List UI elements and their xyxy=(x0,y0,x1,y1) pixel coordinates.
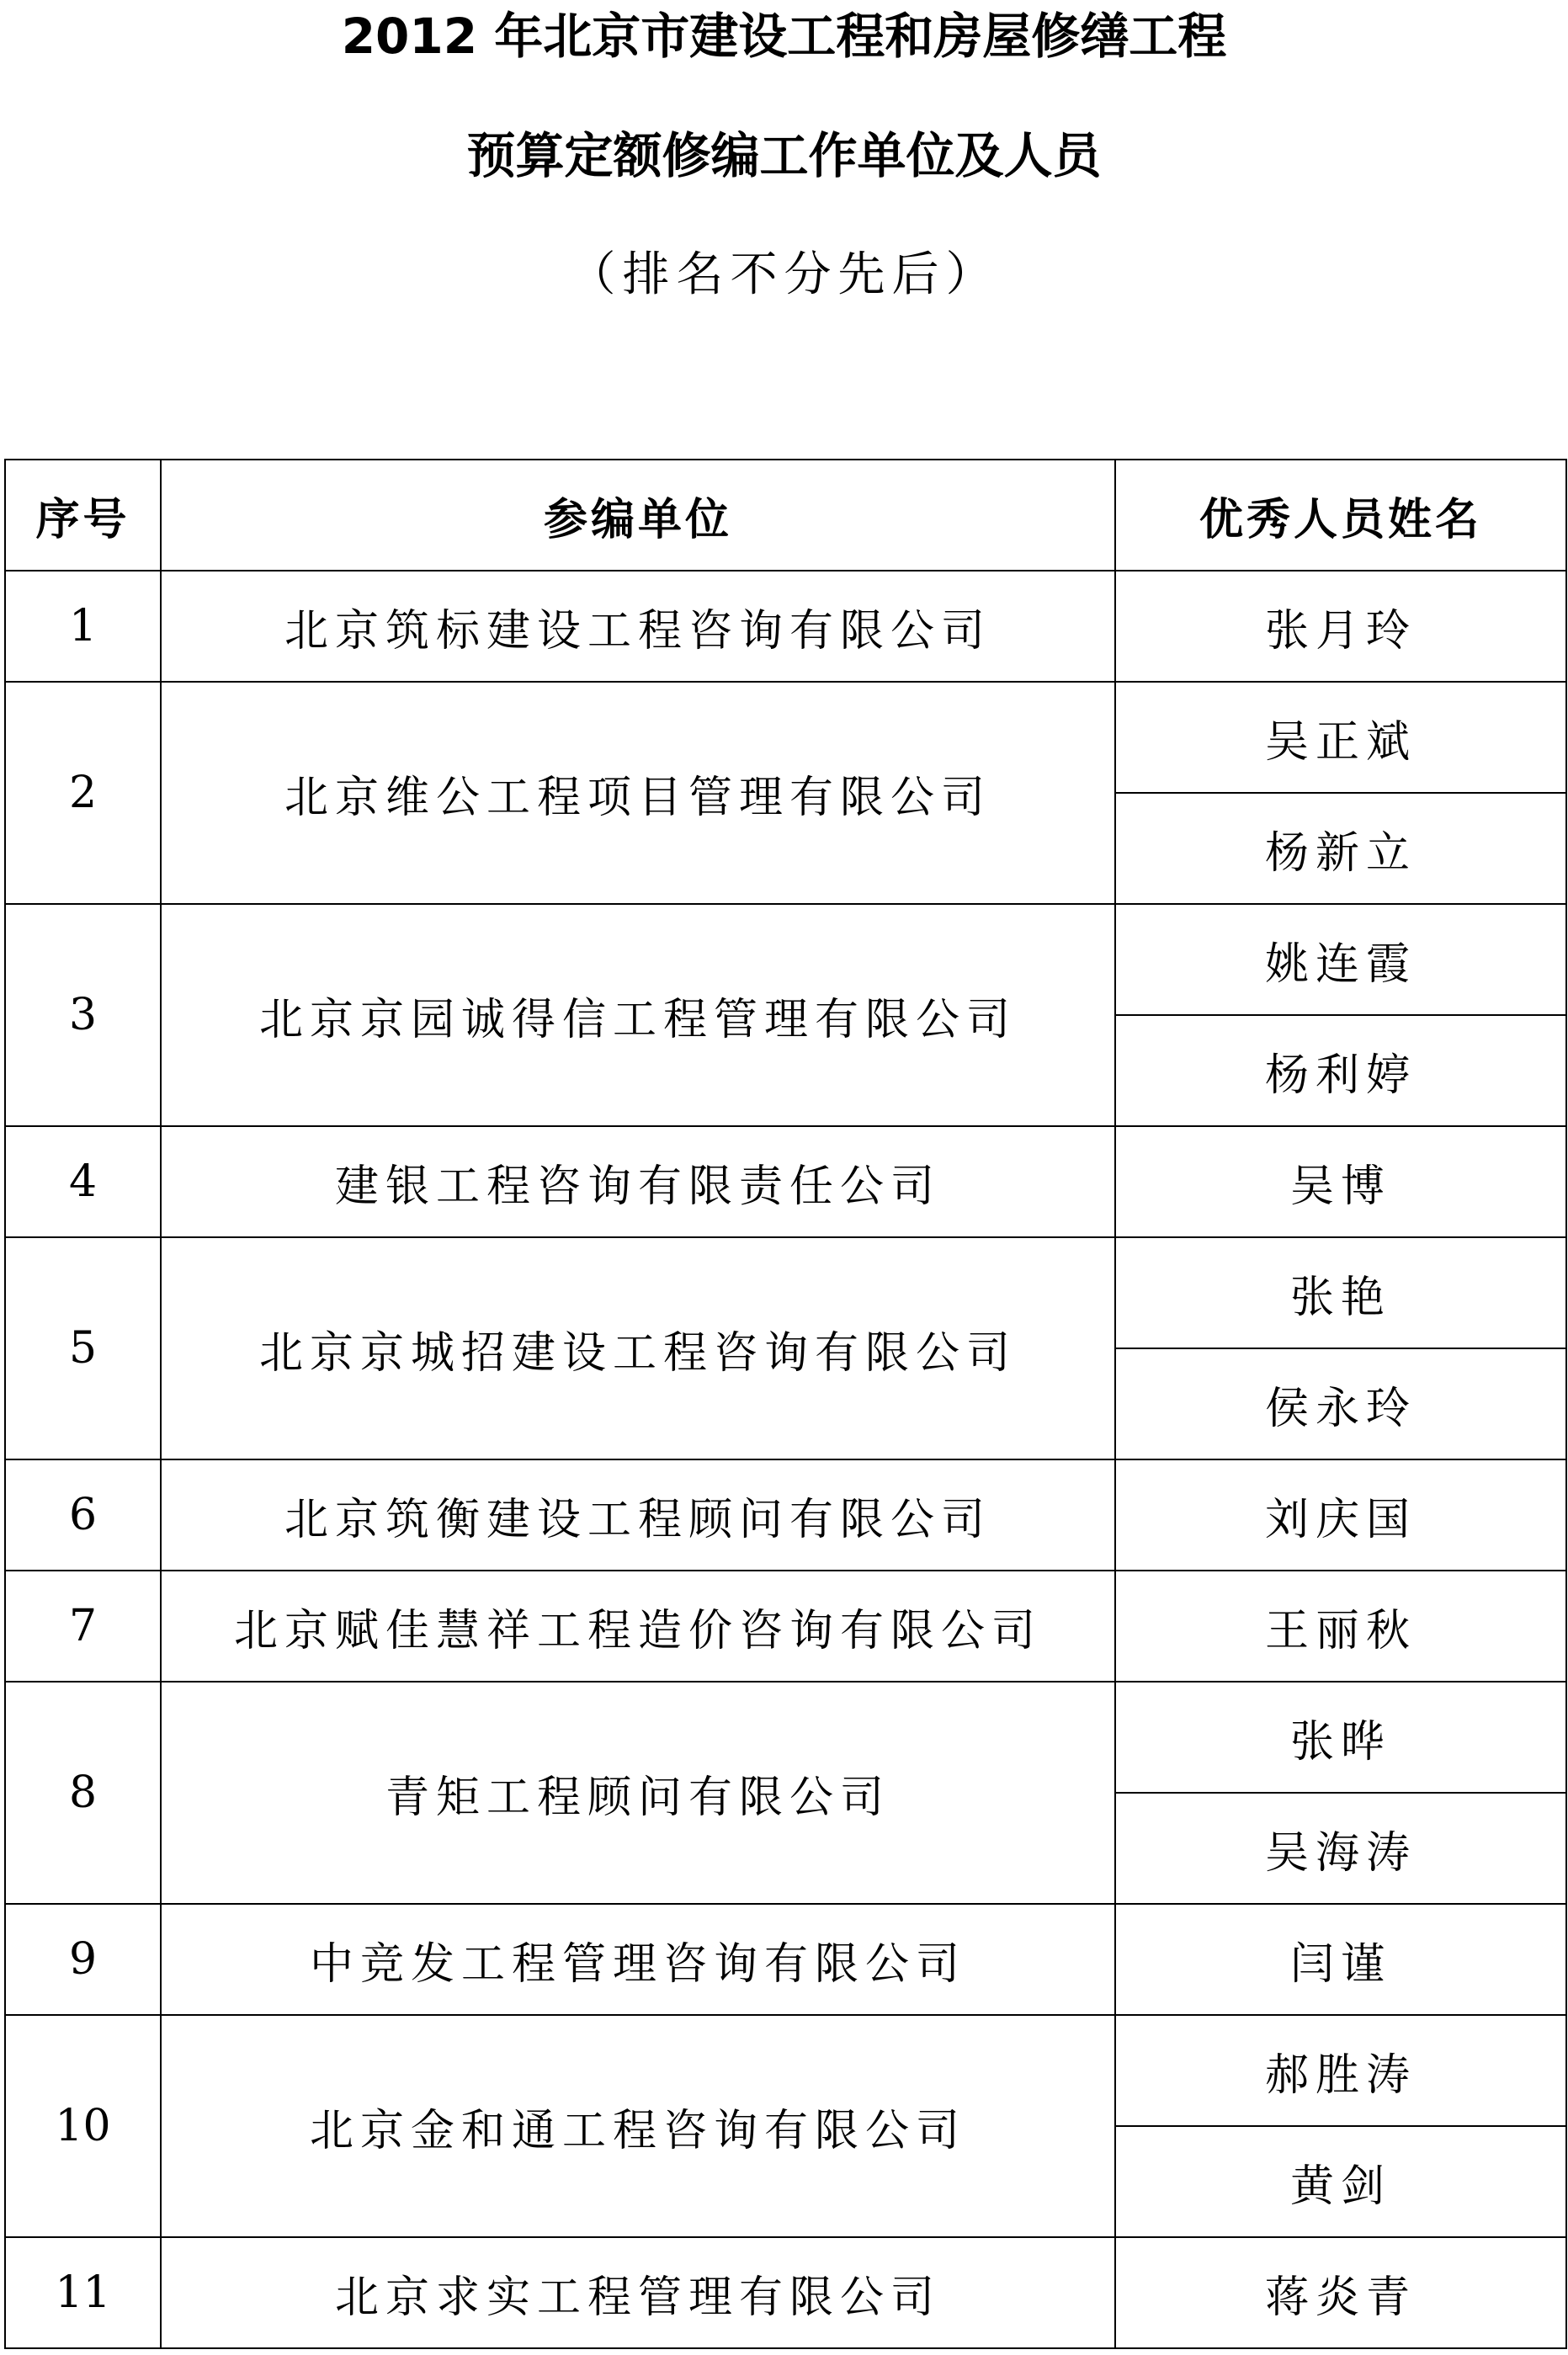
row-unit-cell: 北京筑衡建设工程顾问有限公司 xyxy=(161,1459,1115,1571)
row-index-cell: 7 xyxy=(5,1571,161,1682)
row-unit-cell: 青矩工程顾问有限公司 xyxy=(161,1682,1115,1904)
row-person-cell: 张晔 xyxy=(1115,1682,1566,1793)
roster-table-body xyxy=(5,571,1566,2348)
table-row xyxy=(5,571,1566,682)
roster-table xyxy=(4,459,1567,2349)
table-row xyxy=(5,1126,1566,1237)
row-index-cell: 4 xyxy=(5,1126,161,1237)
header-people: 优秀人员姓名 xyxy=(1115,460,1566,571)
row-person-cell: 郝胜涛 xyxy=(1115,2015,1566,2126)
table-row xyxy=(5,1682,1566,1793)
table-row xyxy=(5,904,1566,1015)
table-row xyxy=(5,2237,1566,2348)
page-title-line-2: 预算定额修编工作单位及人员 xyxy=(466,127,1102,184)
page-subtitle: （排名不分先后） xyxy=(568,247,1000,302)
row-index-cell: 9 xyxy=(5,1904,161,2015)
row-person-cell: 侯永玲 xyxy=(1115,1348,1566,1459)
page-title-line-1: 2012 年北京市建设工程和房屋修缮工程 xyxy=(341,8,1227,65)
row-person-cell: 刘庆国 xyxy=(1115,1459,1566,1571)
row-unit-cell: 北京京园诚得信工程管理有限公司 xyxy=(161,904,1115,1126)
table-row xyxy=(5,2015,1566,2126)
table-row xyxy=(5,682,1566,793)
header-unit: 参编单位 xyxy=(161,460,1115,571)
row-index-cell: 8 xyxy=(5,1682,161,1904)
row-unit-cell: 建银工程咨询有限责任公司 xyxy=(161,1126,1115,1237)
table-row xyxy=(5,1237,1566,1348)
table-row xyxy=(5,1904,1566,2015)
row-person-cell: 闫谨 xyxy=(1115,1904,1566,2015)
row-person-cell: 蒋炎青 xyxy=(1115,2237,1566,2348)
table-row xyxy=(5,1571,1566,1682)
row-person-cell: 王丽秋 xyxy=(1115,1571,1566,1682)
table-header-row xyxy=(5,460,1566,571)
row-person-cell: 吴正斌 xyxy=(1115,682,1566,793)
row-person-cell: 张月玲 xyxy=(1115,571,1566,682)
row-index-cell: 6 xyxy=(5,1459,161,1571)
row-index-cell: 1 xyxy=(5,571,161,682)
row-index-cell: 3 xyxy=(5,904,161,1126)
row-index-cell: 10 xyxy=(5,2015,161,2237)
row-unit-cell: 北京筑标建设工程咨询有限公司 xyxy=(161,571,1115,682)
row-index-cell: 5 xyxy=(5,1237,161,1459)
row-person-cell: 杨利婷 xyxy=(1115,1015,1566,1126)
row-unit-cell: 北京金和通工程咨询有限公司 xyxy=(161,2015,1115,2237)
row-unit-cell: 北京维公工程项目管理有限公司 xyxy=(161,682,1115,904)
row-unit-cell: 北京赋佳慧祥工程造价咨询有限公司 xyxy=(161,1571,1115,1682)
table-row xyxy=(5,1459,1566,1571)
row-unit-cell: 中竞发工程管理咨询有限公司 xyxy=(161,1904,1115,2015)
header-index: 序号 xyxy=(5,460,161,571)
row-person-cell: 杨新立 xyxy=(1115,793,1566,904)
row-unit-cell: 北京京城招建设工程咨询有限公司 xyxy=(161,1237,1115,1459)
row-person-cell: 张艳 xyxy=(1115,1237,1566,1348)
row-index-cell: 2 xyxy=(5,682,161,904)
row-person-cell: 吴海涛 xyxy=(1115,1793,1566,1904)
row-person-cell: 姚连霞 xyxy=(1115,904,1566,1015)
row-index-cell: 11 xyxy=(5,2237,161,2348)
row-person-cell: 吴博 xyxy=(1115,1126,1566,1237)
row-unit-cell: 北京求实工程管理有限公司 xyxy=(161,2237,1115,2348)
row-person-cell: 黄剑 xyxy=(1115,2126,1566,2237)
